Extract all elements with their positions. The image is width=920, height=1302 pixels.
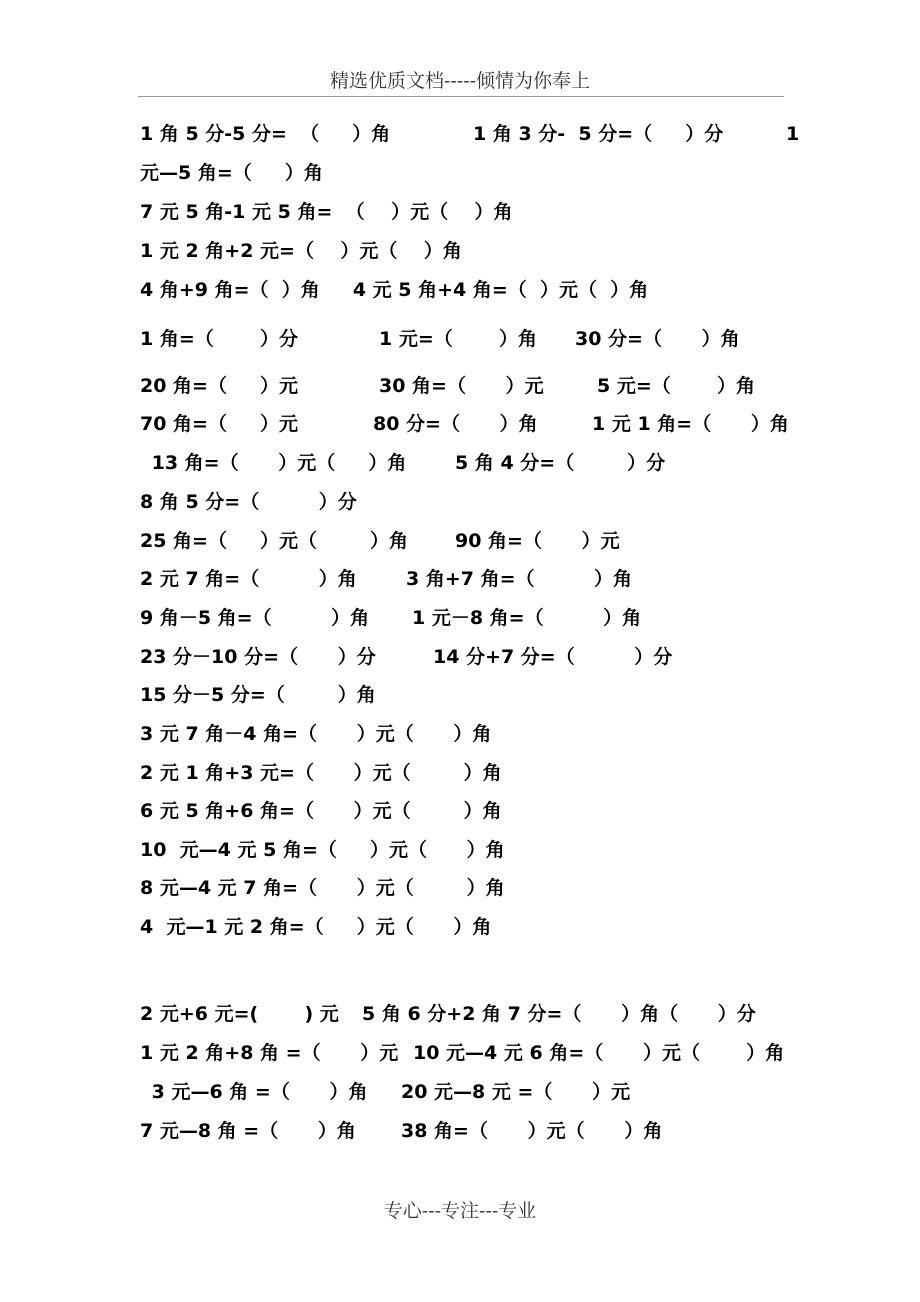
exercise-text: 1 元=（ ）角	[379, 328, 538, 350]
exercise-text: 8 角 5 分=（ ）分	[140, 491, 357, 513]
exercise-text: 5 角 4 分=（ ）分	[455, 452, 666, 474]
exercise-text: 13 角=（ ）元（ ）角	[145, 452, 407, 474]
exercise-text: 1 元 1 角=（ ）角	[592, 413, 789, 435]
exercise-text: 30 角=（ ）元	[379, 375, 544, 397]
exercise-text: 70 角=（ ）元	[140, 413, 299, 435]
page-footer: 专心---专注---专业	[383, 1200, 537, 1222]
exercise-text: 1	[786, 123, 800, 145]
exercise-text: 2 元 7 角=（ ）角	[140, 568, 357, 590]
exercise-text: 30 分=（ ）角	[575, 328, 740, 350]
exercise-text: 20 元—8 元 =（ ）元	[401, 1081, 631, 1103]
exercise-text: 38 角=（ ）元（ ）角	[401, 1120, 663, 1142]
exercise-text: 90 角=（ ）元	[455, 530, 620, 552]
exercise-text: 3 元 7 角－4 角=（ ）元（ ）角	[140, 723, 492, 745]
exercise-text: 1 角=（ ）分	[140, 328, 299, 350]
exercise-text: 15 分－5 分=（ ）角	[140, 684, 376, 706]
exercise-text: 2 元 1 角+3 元=（ ）元（ ）角	[140, 762, 502, 784]
exercise-text: 10 元—4 元 6 角=（ ）元（ ）角	[413, 1042, 785, 1064]
exercise-text: 25 角=（ ）元（ ）角	[140, 530, 408, 552]
exercise-text: 10 元—4 元 5 角=（ ）元（ ）角	[140, 839, 505, 861]
exercise-text: 5 元=（ ）角	[597, 375, 756, 397]
exercise-text: 23 分－10 分=（ ）分	[140, 646, 376, 668]
exercise-text: 7 元 5 角-1 元 5 角= （ ）元（ ）角	[140, 201, 513, 223]
page-header: 精选优质文档-----倾情为你奉上	[329, 70, 591, 92]
exercise-text: 1 角 5 分-5 分= （ ）角	[140, 123, 391, 145]
exercise-text: 1 元－8 角=（ ）角	[412, 607, 642, 629]
exercise-text: 4 角+9 角=（ ）角 4 元 5 角+4 角=（ ）元（ ）角	[140, 279, 649, 301]
exercise-text: 1 元 2 角+2 元=（ ）元（ ）角	[140, 240, 462, 262]
exercise-text: 5 角 6 分+2 角 7 分=（ ）角（ ）分	[362, 1003, 756, 1025]
exercise-text: 8 元—4 元 7 角=（ ）元（ ）角	[140, 877, 505, 899]
exercise-text: 3 角+7 角=（ ）角	[406, 568, 633, 590]
exercise-text: 6 元 5 角+6 角=（ ）元（ ）角	[140, 800, 502, 822]
exercise-text: 14 分+7 分=（ ）分	[433, 646, 673, 668]
exercise-text: 1 角 3 分- 5 分=（ ）分	[473, 123, 724, 145]
exercise-text: 7 元—8 角 =（ ）角	[140, 1120, 356, 1142]
exercise-text: 80 分=（ ）角	[373, 413, 538, 435]
exercise-text: 20 角=（ ）元	[140, 375, 299, 397]
header-divider	[138, 96, 784, 97]
exercise-text: 2 元+6 元=( ) 元	[140, 1003, 339, 1025]
exercise-text: 1 元 2 角+8 角 =（ ）元	[140, 1042, 399, 1064]
exercise-text: 3 元—6 角 =（ ）角	[145, 1081, 368, 1103]
exercise-text: 9 角－5 角=（ ）角	[140, 607, 370, 629]
exercise-text: 4 元—1 元 2 角=（ ）元（ ）角	[140, 916, 492, 938]
exercise-text: 元—5 角=（ ）角	[140, 162, 323, 184]
